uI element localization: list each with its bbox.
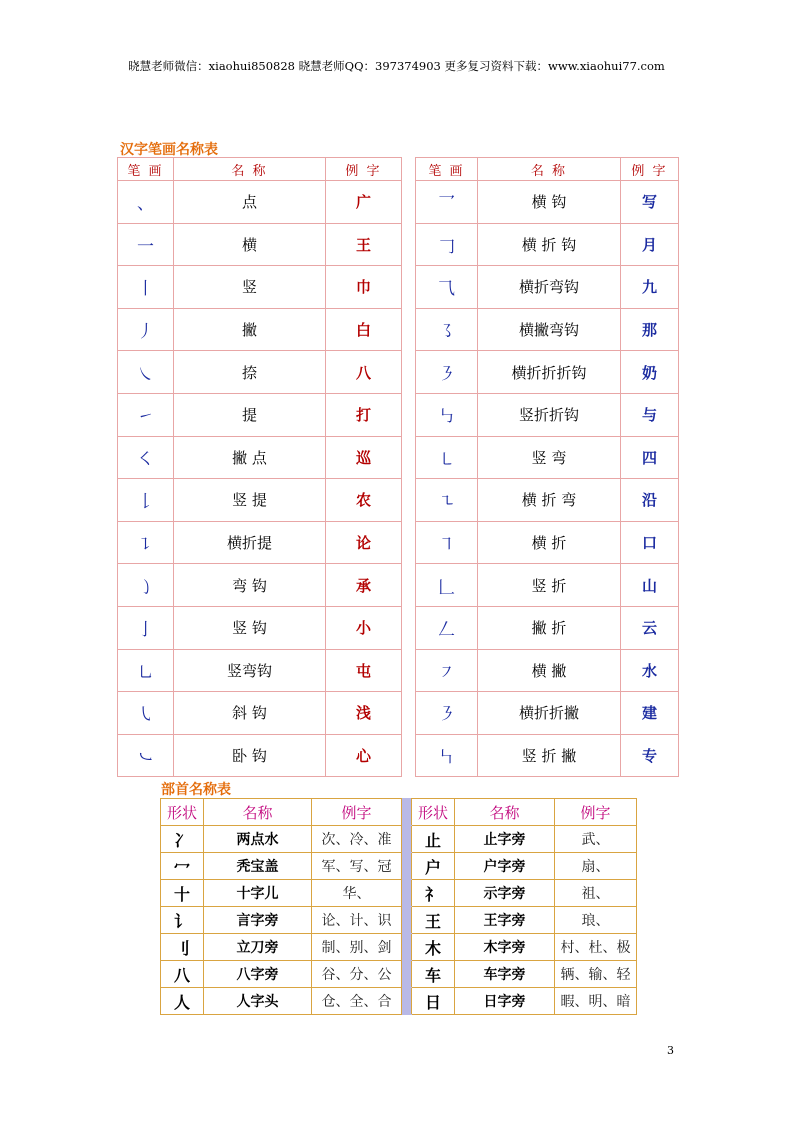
table-row [118,692,679,735]
table-row [118,649,679,692]
column-divider [402,907,412,934]
stroke-name: 捺 [174,351,326,394]
stroke-glyph: ㇉ [416,393,478,436]
radical-name: 人字头 [204,988,312,1015]
radical-name: 秃宝盖 [204,853,312,880]
stroke-name: 竖折折钩 [478,393,621,436]
column-gap [402,564,416,607]
stroke-glyph: 亅 [118,606,174,649]
header-example: 例字 [555,799,637,826]
radical-glyph: 户 [412,853,455,880]
stroke-name: 横 折 弯 [478,479,621,522]
table-row [118,606,679,649]
radical-name: 两点水 [204,826,312,853]
column-gap [402,734,416,777]
table-row [161,853,637,880]
example-char: 沿 [621,479,679,522]
radical-name: 言字旁 [204,907,312,934]
stroke-name: 横折折折钩 [478,351,621,394]
stroke-name: 竖 [174,266,326,309]
example-chars: 次、冷、准 [312,826,402,853]
example-char: 王 [326,223,402,266]
example-char: 农 [326,479,402,522]
stroke-glyph: 𠄌 [118,479,174,522]
example-char: 水 [621,649,679,692]
stroke-glyph: 𠃌 [416,223,478,266]
column-gap [402,649,416,692]
example-char: 山 [621,564,679,607]
example-chars: 武、 [555,826,637,853]
radical-name: 日字旁 [455,988,555,1015]
stroke-name: 卧 钩 [174,734,326,777]
stroke-glyph: ㇍ [416,479,478,522]
stroke-name: 横 撇 [478,649,621,692]
example-char: 九 [621,266,679,309]
stroke-glyph: ㇃ [118,734,174,777]
example-char: 巡 [326,436,402,479]
radical-glyph: 车 [412,961,455,988]
stroke-name: 横 折 [478,521,621,564]
stroke-name: 竖 折 [478,564,621,607]
radical-glyph: 八 [161,961,204,988]
stroke-name: 横 钩 [478,181,621,224]
example-chars: 谷、分、公 [312,961,402,988]
radical-glyph: 礻 [412,880,455,907]
column-gap [402,521,416,564]
table-row [118,479,679,522]
header-name: 名 称 [174,158,326,181]
radical-name: 示字旁 [455,880,555,907]
example-chars: 华、 [312,880,402,907]
column-gap [402,266,416,309]
column-divider [402,799,412,826]
column-divider [402,988,412,1015]
stroke-name: 撇 点 [174,436,326,479]
example-char: 云 [621,606,679,649]
column-gap [402,436,416,479]
table-row [118,521,679,564]
stroke-name: 点 [174,181,326,224]
example-chars: 琅、 [555,907,637,934]
radical-name: 户字旁 [455,853,555,880]
stroke-glyph: ⺄ [416,266,478,309]
column-divider [402,826,412,853]
column-gap [402,308,416,351]
radical-glyph: 王 [412,907,455,934]
example-chars: 扇、 [555,853,637,880]
stroke-glyph: ㇛ [118,436,174,479]
stroke-name: 横撇弯钩 [478,308,621,351]
stroke-glyph: ㇟ [118,649,174,692]
stroke-glyph: 乛 [416,181,478,224]
example-char: 小 [326,606,402,649]
radical-glyph: 冖 [161,853,204,880]
stroke-names-table [117,157,679,777]
column-divider [402,853,412,880]
stroke-name: 横 折 钩 [478,223,621,266]
column-divider [402,934,412,961]
column-gap [402,393,416,436]
example-char: 打 [326,393,402,436]
radical-names-table [160,798,637,1015]
header-example: 例 字 [326,158,402,181]
stroke-glyph: ㇇ [416,649,478,692]
radical-glyph: 木 [412,934,455,961]
example-char: 屯 [326,649,402,692]
stroke-glyph: 、 [118,181,174,224]
example-char: 专 [621,734,679,777]
radical-glyph: 人 [161,988,204,1015]
stroke-name: 横折折撇 [478,692,621,735]
header-stroke: 笔 画 [416,158,478,181]
table-header-row [161,799,637,826]
radical-name: 车字旁 [455,961,555,988]
example-chars: 暇、明、暗 [555,988,637,1015]
stroke-glyph: 丿 [118,308,174,351]
radical-table-title: 部首名称表 [161,782,231,798]
radical-name: 木字旁 [455,934,555,961]
table-row [161,826,637,853]
column-divider [402,961,412,988]
example-chars: 仓、全、合 [312,988,402,1015]
column-gap [402,479,416,522]
stroke-glyph: ㇀ [118,393,174,436]
stroke-name: 弯 钩 [174,564,326,607]
stroke-glyph: ㇌ [416,308,478,351]
radical-glyph: 十 [161,880,204,907]
radical-glyph: 讠 [161,907,204,934]
stroke-name: 竖弯钩 [174,649,326,692]
table-row [118,393,679,436]
radical-name: 王字旁 [455,907,555,934]
table-row [118,436,679,479]
radical-name: 止字旁 [455,826,555,853]
table-row [118,181,679,224]
header-example: 例 字 [621,158,679,181]
example-char: 广 [326,181,402,224]
header-shape: 形状 [161,799,204,826]
column-divider [402,880,412,907]
stroke-name: 竖 弯 [478,436,621,479]
stroke-name: 竖 钩 [174,606,326,649]
radical-name: 立刀旁 [204,934,312,961]
stroke-glyph: ㇂ [118,692,174,735]
stroke-glyph: 丨 [118,266,174,309]
column-gap [402,351,416,394]
table-row [118,734,679,777]
example-chars: 军、写、冠 [312,853,402,880]
example-char: 奶 [621,351,679,394]
example-char: 白 [326,308,402,351]
table-header-row [118,158,679,181]
example-char: 与 [621,393,679,436]
stroke-glyph: ㇁ [118,564,174,607]
page-header: 晓慧老师微信：xiaohui850828 晓慧老师QQ：397374903 更多复习资料下载：www.xiaohui77.com [128,59,665,73]
table-row [118,351,679,394]
example-chars: 祖、 [555,880,637,907]
table-row [161,961,637,988]
example-char: 写 [621,181,679,224]
radical-glyph: 刂 [161,934,204,961]
example-char: 那 [621,308,679,351]
stroke-name: 斜 钩 [174,692,326,735]
example-char: 建 [621,692,679,735]
table-row [161,907,637,934]
stroke-glyph: ㇏ [118,351,174,394]
stroke-name: 竖 折 撇 [478,734,621,777]
stroke-name: 撇 折 [478,606,621,649]
radical-glyph: 日 [412,988,455,1015]
stroke-glyph: 一 [118,223,174,266]
stroke-name: 提 [174,393,326,436]
column-gap [402,181,416,224]
radical-name: 八字旁 [204,961,312,988]
table-row [161,988,637,1015]
radical-glyph: 止 [412,826,455,853]
page-number: 3 [667,1044,674,1057]
stroke-name: 撇 [174,308,326,351]
stroke-table-title: 汉字笔画名称表 [120,142,218,158]
stroke-name: 横 [174,223,326,266]
example-char: 八 [326,351,402,394]
header-example: 例字 [312,799,402,826]
example-char: 四 [621,436,679,479]
table-row [161,880,637,907]
example-char: 口 [621,521,679,564]
table-row [118,308,679,351]
example-char: 浅 [326,692,402,735]
column-gap [402,692,416,735]
column-gap [402,606,416,649]
example-char: 承 [326,564,402,607]
example-char: 月 [621,223,679,266]
example-chars: 论、计、识 [312,907,402,934]
radical-glyph: 冫 [161,826,204,853]
stroke-glyph: ㇊ [118,521,174,564]
stroke-name: 横折弯钩 [478,266,621,309]
example-chars: 辆、输、轻 [555,961,637,988]
example-char: 心 [326,734,402,777]
stroke-glyph: ㇋ [416,692,478,735]
stroke-glyph: 𠃊 [416,564,478,607]
stroke-glyph: ㇕ [416,521,478,564]
table-row [118,564,679,607]
header-name: 名称 [204,799,312,826]
stroke-name: 竖 提 [174,479,326,522]
table-row [161,934,637,961]
header-shape: 形状 [412,799,455,826]
radical-name: 十字儿 [204,880,312,907]
example-chars: 村、杜、极 [555,934,637,961]
column-gap [402,223,416,266]
stroke-glyph: ㇋ [416,351,478,394]
stroke-name: 横折提 [174,521,326,564]
stroke-glyph: 𠃋 [416,606,478,649]
table-row [118,266,679,309]
header-name: 名 称 [478,158,621,181]
header-stroke: 笔 画 [118,158,174,181]
stroke-glyph: ㇞ [416,734,478,777]
example-char: 论 [326,521,402,564]
header-name: 名称 [455,799,555,826]
example-chars: 制、别、剑 [312,934,402,961]
stroke-glyph: ㇄ [416,436,478,479]
table-row [118,223,679,266]
example-char: 巾 [326,266,402,309]
column-gap [402,158,416,181]
